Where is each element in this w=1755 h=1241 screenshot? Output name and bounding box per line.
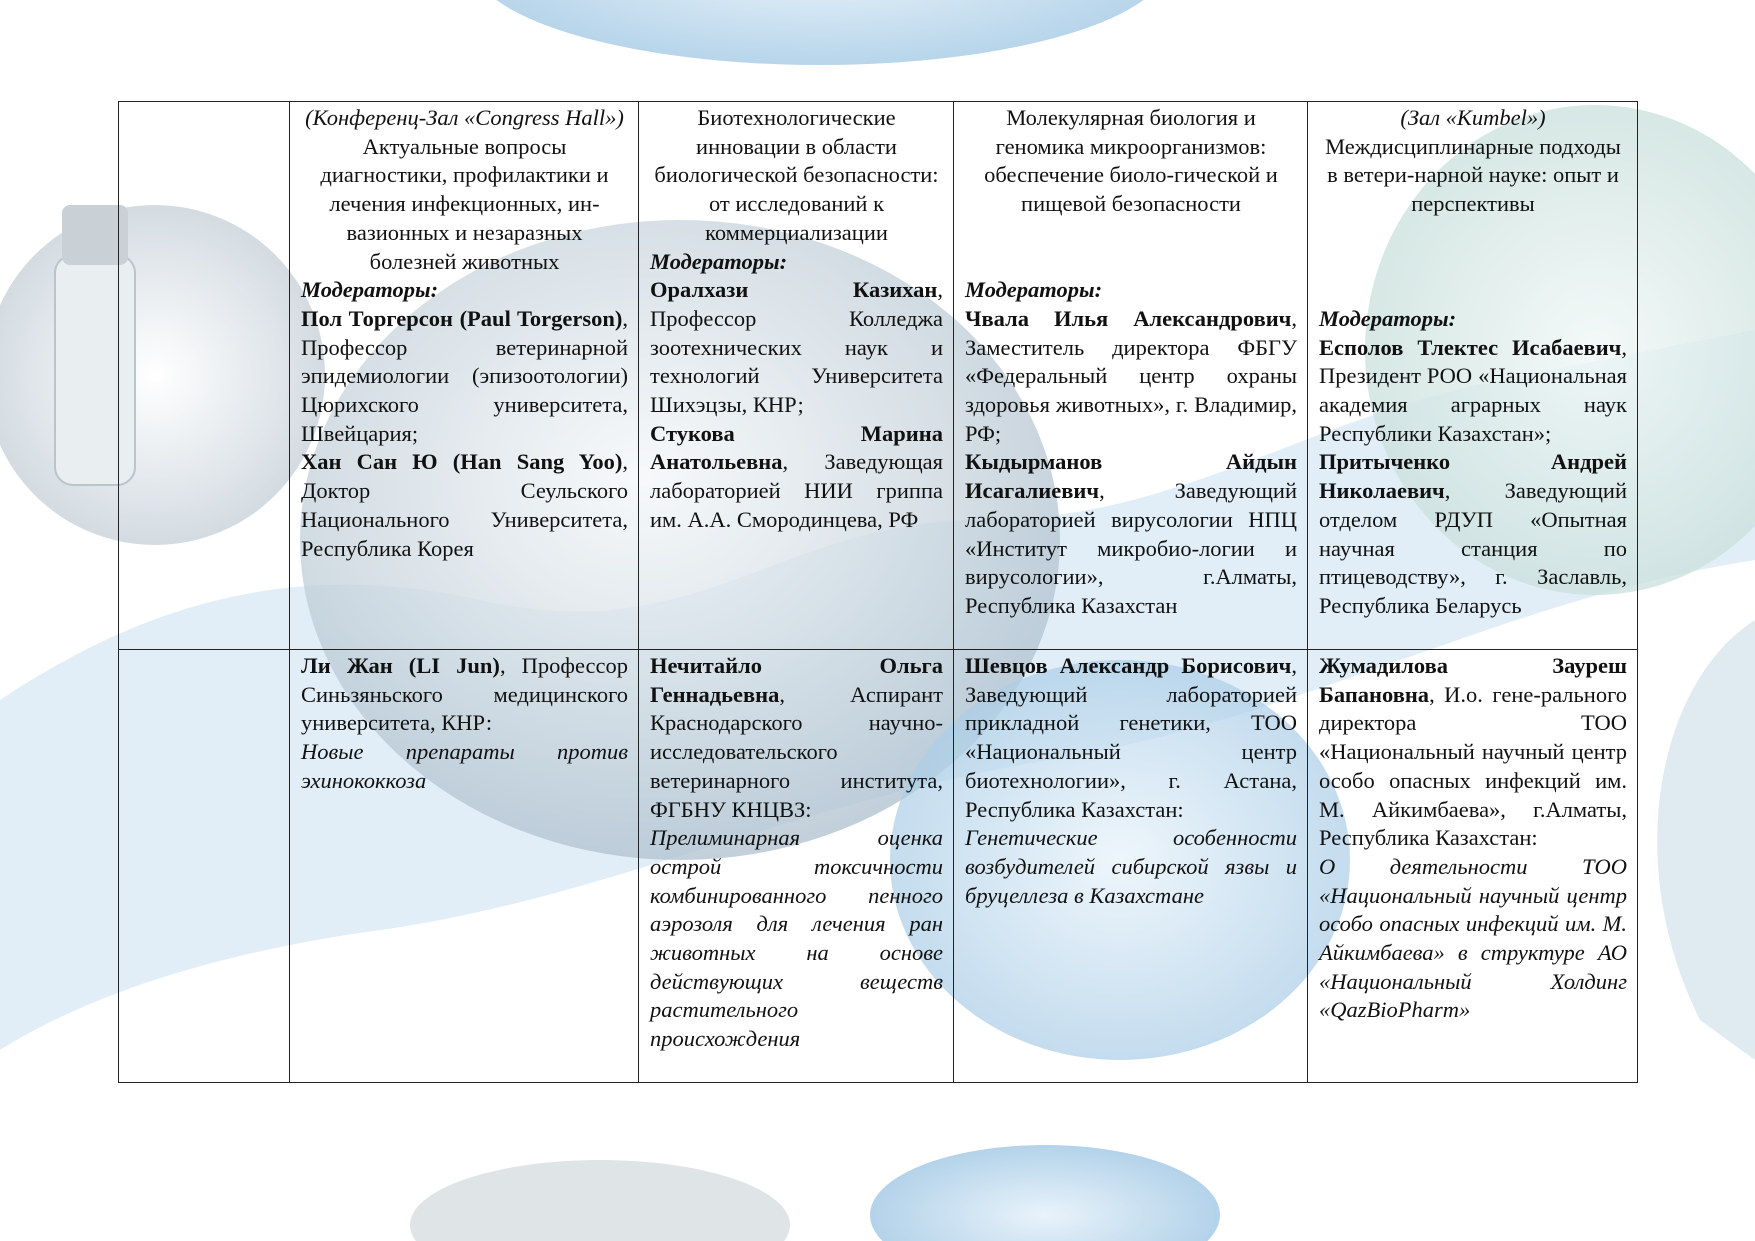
spacer <box>1319 248 1627 277</box>
session-schedule-table <box>118 101 1638 1083</box>
speaker-affiliation: , Аспирант Краснодарского научно-исследовательского ветеринарного института, ФГБНУ КНЦВЗ: <box>650 681 943 822</box>
moderator-affiliation: , Заведующая лабораторией НИИ гриппа им. А.А. Смородинцева, РФ <box>650 449 943 532</box>
session-venue: (Зал «Kumbel») <box>1400 105 1546 130</box>
moderator-entry <box>1319 334 1627 449</box>
spacer <box>965 248 1297 277</box>
session-topic: Биотехнологические инновации в области биологической безопасности: от исследований к коммерциализации <box>654 105 939 245</box>
bottom-left-petri-decoration <box>410 1160 790 1241</box>
moderators-label: Модераторы: <box>1319 305 1457 331</box>
moderator-affiliation: , Доктор Сеульского Национального Университета, Республика Корея <box>301 449 628 561</box>
speaker-affiliation: , Профессор Синьзяньского медицинского университета, КНР: <box>301 653 628 736</box>
moderator-name: Чвала Илья Александрович <box>965 305 1292 331</box>
right-edge-wave-decoration <box>1657 620 1755 1060</box>
session-cell-molecular-biology <box>954 102 1308 650</box>
talk-cell <box>290 650 639 1083</box>
moderator-name: Хан Сан Ю (Han Sang Yoo) <box>301 449 623 475</box>
moderators-label: Модераторы: <box>650 248 788 274</box>
session-topic: Междисциплинарные подходы в ветери-нарной науке: опыт и перспективы <box>1325 133 1621 217</box>
talk-title: Прелиминарная оценка острой токсичности комбинированного пенного аэрозоля для лечения ран животных на основе действующих веществ растительного происхождения <box>650 825 943 1052</box>
talk-title: Новые препараты против эхинококкоза <box>301 739 628 793</box>
moderator-entry <box>965 448 1297 620</box>
moderators-label: Модераторы: <box>965 277 1103 303</box>
session-cell-biotech <box>639 102 954 650</box>
moderator-name: Притыченко Андрей Николаевич <box>1319 449 1627 504</box>
speaker-affiliation: , И.о. гене-рального директора ТОО «Национальный научный центр особо опасных инфекций им. М. Айкимбаева», г.Алматы, Республика Казахстан: <box>1319 681 1627 851</box>
moderators-label: Модераторы: <box>301 277 439 303</box>
speaker-name: Шевцов Александр Борисович <box>965 653 1292 678</box>
moderator-affiliation: , Заведующий лабораторией вирусологии НПЦ «Институт микробио-логии и вирусологии», г.Алматы, Республика Казахстан <box>965 478 1297 618</box>
session-cell-congress-hall <box>290 102 639 650</box>
moderator-entry <box>650 420 943 535</box>
speaker-entry <box>301 652 628 738</box>
bottom-right-bubble-decoration <box>870 1145 1220 1241</box>
moderator-affiliation: , Президент РОО «Национальная академия аграрных наук Республики Казахстан»; <box>1319 334 1627 446</box>
spacer <box>1319 276 1627 305</box>
speaker-entry <box>650 652 943 824</box>
session-topic: Молекулярная биология и геномика микроорганизмов: обеспечение биоло-гической и пищевой безопасности <box>984 105 1278 217</box>
session-cell-kumbel <box>1308 102 1638 650</box>
talk-cell <box>954 650 1308 1083</box>
moderator-entry <box>301 448 628 563</box>
table-row <box>119 102 1638 650</box>
speaker-name: Жумадилова Зауреш Бапановна <box>1319 653 1627 707</box>
spacer <box>1319 219 1627 248</box>
session-venue: (Конференц-Зал «Congress Hall») <box>305 105 624 130</box>
spacer <box>965 219 1297 248</box>
moderator-name: Оралхази Казихан <box>650 277 938 303</box>
moderator-name: Кыдырманов Айдын Исагалиевич <box>965 449 1297 504</box>
moderator-name: Есполов Тлектес Исабаевич <box>1319 334 1622 360</box>
moderator-affiliation: , Заведующий отделом РДУП «Опытная научная станция по птицеводству», г. Заславль, Республика Беларусь <box>1319 478 1627 618</box>
top-bubble-decoration <box>470 0 1170 65</box>
moderator-affiliation: , Заместитель директора ФБГУ «Федеральный центр охраны здоровья животных», г. Владимир, РФ; <box>965 305 1297 446</box>
time-cell <box>119 650 290 1083</box>
table-row <box>119 650 1638 1083</box>
moderator-entry <box>650 276 943 420</box>
moderator-entry <box>965 305 1297 449</box>
moderator-entry <box>1319 448 1627 620</box>
session-topic: Актуальные вопросы диагностики, профилактики и лечения инфекционных, ин-вазионных и незаразных болезней животных <box>320 133 609 274</box>
moderator-name: Стукова Марина Анатольевна <box>650 420 943 475</box>
talk-title: О деятельности ТОО «Национальный научный центр особо опасных инфекций им. М. Айкимбаева» в структуре АО «Национальный Холдинг «QazBioPharm» <box>1319 853 1627 1023</box>
speaker-name: Нечитайло Ольга Геннадьевна <box>650 653 943 707</box>
speaker-affiliation: , Заведующий лабораторией прикладной генетики, ТОО «Национальный центр биотехнологии», г. Астана, Республика Казахстан: <box>965 653 1297 822</box>
speaker-entry <box>965 652 1297 824</box>
speaker-name: Ли Жан (LI Jun) <box>301 653 500 678</box>
moderator-name: Пол Торгерсон (Paul Torgerson) <box>301 305 623 331</box>
talk-cell <box>639 650 954 1083</box>
moderator-affiliation: , Профессор ветеринарной эпидемиологии (эпизоотологии) Цюрихского университета, Швейцария; <box>301 305 628 446</box>
talk-title: Генетические особенности возбудителей сибирской язвы и бруцеллеза в Казахстане <box>965 825 1297 908</box>
time-cell <box>119 102 290 650</box>
speaker-entry <box>1319 652 1627 853</box>
moderator-entry <box>301 305 628 449</box>
talk-cell <box>1308 650 1638 1083</box>
moderator-affiliation: , Профессор Колледжа зоотехнических наук и технологий Университета Шихэцзы, КНР; <box>650 277 943 418</box>
